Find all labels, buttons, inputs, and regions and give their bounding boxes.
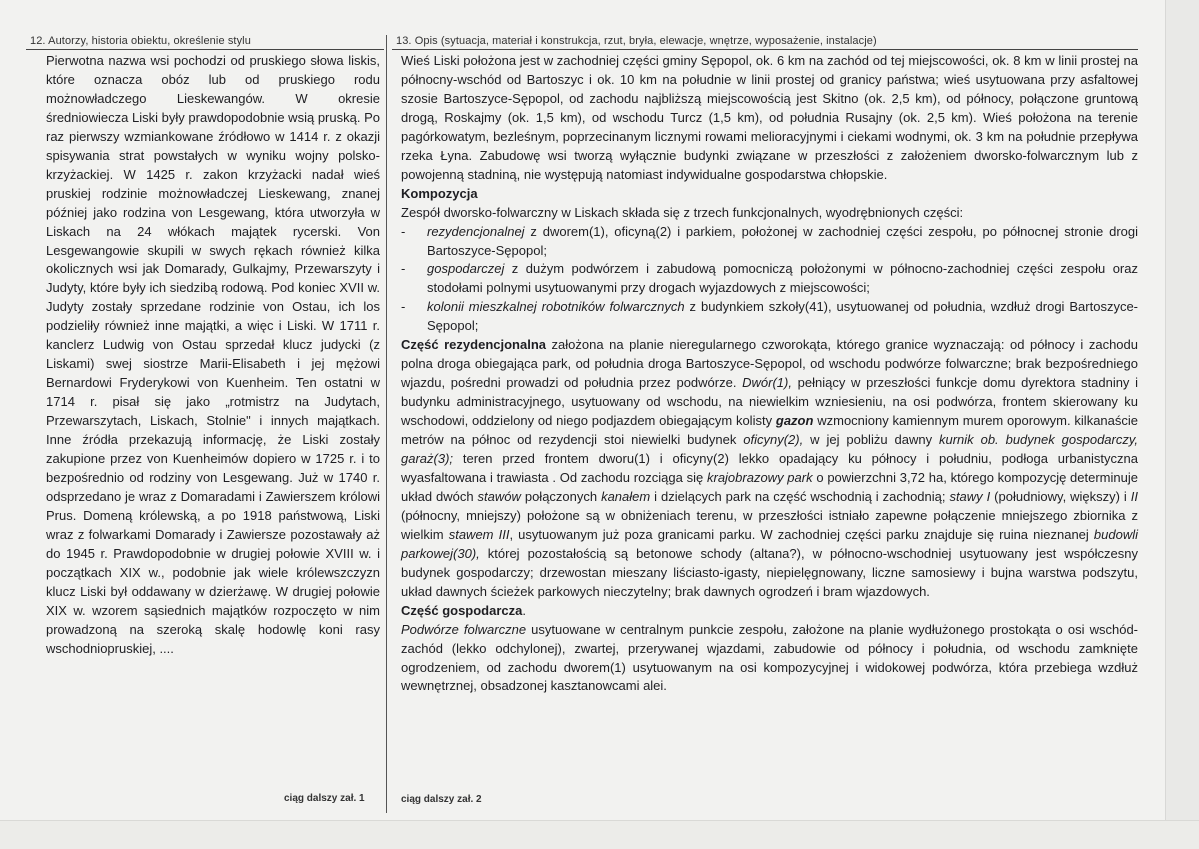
farm-part-paragraph: Podwórze folwarczne usytuowane w centralnym punkcie zespołu, założone na planie wydłużonego prostokąta o osi wschód-zachód (lekko odchylonej), zwartej, przerywanej wjazdami, zabudowie od północy i południa, od wschodu zamknięte ogrodzeniem, od zachodu dworem(1) usytuowanym na osi kompozycyjnej i widokowej podwórza, która przebiega wzdłuż wewnętrznej, obsadzonej kasztanowcami alei. [401, 621, 1138, 694]
column-divider [386, 35, 387, 813]
page-edge-strip [1165, 0, 1199, 848]
section-13-header: 13. Opis (sytuacja, materiał i konstrukcja, rzut, bryła, elewacje, wnętrze, wyposażenie, instalacje) [392, 35, 1138, 50]
heading-czesc-gospodarcza: Część gospodarcza. [401, 602, 526, 618]
list-item: - kolonii mieszkalnej robotników folwarcznych z budynkiem szkoły(41), usytuowanej od południa, wzdłuż drogi Bartoszyce-Sępopol; [401, 299, 1139, 334]
residential-part-paragraph: Część rezydencjonalna założona na planie nieregularnego czworokąta, którego granice wyznaczają: od północy i zachodu polna droga obiegająca park, od południa droga Bartoszyce-Sępopol, od wschodu podwórze folwarczne; brak bezpośredniego wjazdu, pośredni prowadzi od południa przez podwórze. Dwór(1), pełniący w przeszłości funkcje domu dyrektora stadniny i budynku administracyjnego, usytuowany od wschodu, na niewielkim wzniesieniu, na osi podwórza, frontem skierowany ku wschodowi, oddzielony od niego podjazdem obiegającym kolisty gazon wzmocniony kamiennym murem oporowym. kilkanaście metrów na północ od rezydencji stoi niewielki budynek oficyny(2), w jej pobliżu dawny kurnik ob. budynek gospodarczy, garaż(3); teren przed frontem dworu(1) i oficyny(2) lekko opadający ku północy i południu, podłoga urbanistyczna wyasfaltowana i trawiasta . Od zachodu rozciąga się krajobrazowy park o powierzchni 3,72 ha, którego kompozycję determinuje układ dwóch stawów połączonych kanałem i dzielących park na część wschodnią i zachodnią; stawy I (południowy, większy) i II (północny, mniejszy) położone są w obniżeniach terenu, w przeszłości istniało zapewne połączenie mniejszego zbiornika z wielkim stawem III, usytuowanym już poza granicami parku. W zachodniej części parku znajduje się ruina nieznanej budowli parkowej(30), której pozostałością są betonowe schody (altana?), w północno-wschodniej usytuowany jest współczesny budynek gospodarczy; drzewostan mieszany liściasto-igasty, niepielęgnowany, liczne samosiewy i bujna warstwa podszytu, układ dawnych ścieżek parkowych nieczytelny; brak dawnych ogrodzeń i bram wjazdowych. [401, 337, 1139, 599]
continued-note-left: ciąg dalszy zał. 1 [284, 793, 365, 804]
description-column [392, 35, 1138, 696]
description-text [392, 50, 1138, 696]
heading-kompozycja: Kompozycja [401, 185, 478, 201]
history-column [26, 35, 384, 659]
list-item: - gospodarczej z dużym podwórzem i zabudową pomocniczą położonymi w północno-zachodniej części zespołu oraz stodołami polnymi usytuowanymi przy drogach wyjazdowych z miejscowości; [401, 261, 1138, 296]
list-item: - rezydencjonalnej z dworem(1), oficyną(2) i parkiem, położonej w zachodniej części zespołu, po północnej stronie drogi Bartoszyce-Sępopol; [401, 223, 1138, 258]
section-12-header: 12. Autorzy, historia obiektu, określenie stylu [26, 35, 384, 50]
location-paragraph: Wieś Liski położona jest w zachodniej części gminy Sępopol, ok. 6 km na zachód od tej miejscowości, ok. 8 km w linii prostej na północny-wschód od Bartoszyc i ok. 10 km na południe w linii prostej od granicy państwa; wieś usytuowana przy asfaltowej szosie Bartoszyce-Sępopol, od zachodu najbliższą miejscowością jest Skitno (ok. 2,5 km), od północy, połączone gruntową drogą, Roskajmy (ok. 1,5 km), od wschodu Turcz (1,5 km), od południa Rusajny (ok. 2,5 km). Wieś położona na terenie pagórkowatym, bezleśnym, poprzecinanym licznymi rowami melioracyjnymi i ciekami wodnymi, ok. 3 km na południe przepływa rzeka Łyna. Zabudowę wsi tworzą wyłącznie budynki związane w przeszłości z założeniem dworsko-folwarcznym lub z powojenną stadniną, nie występują natomiast indywidualne gospodarstwa chłopskie. [401, 53, 1138, 182]
page-bottom-strip [0, 820, 1199, 849]
history-paragraph: Pierwotna nazwa wsi pochodzi od pruskiego słowa liskis, które oznacza obóz lub od pruskiego rodu możnowładczego Lieskewangów. W okresie średniowiecza Liski były prawdopodobnie wsią pruską. Po raz pierwszy wzmiankowane źródłowo w 1414 r. z okazji spisywania strat powstałych w wyniku wojny polsko-krzyżackiej. W 1425 r. zakon krzyżacki nadał wieś pruskiej rodzinie możnowładczej Lieskewang, znanej później jako rodzina von Lesgewang, która utworzyła w Liskach na 24 włókach majątek rycerski. Von Lesgewangowie skupili w swych rękach również kilka okolicznych wsi jak Domarady, Gulkajmy, Przewarszyty i Judyty, które były ich siedzibą rodową. Pod koniec XVII w. Judyty zostały sprzedane rodzinie von Ostau, ich los podzieliły również inne majątki, a więc i Liski. W 1711 r. kanclerz Ludwig von Ostau sprzedał klucz judycki (z Liskami) swej siostrze Marii-Elisabeth i jej mężowi Bernardowi Fryderykowi von Kuenheim. Ten ostatni w 1714 r. pisał się jako „rotmistrz na Judytach, Przewarszytach, Liskach, Stolnie" i innych majątkach. Inne źródła przekazują informację, że Liski zostały zakupione przez von Kuenheimów dopiero w 1725 r. i to bezpośrednio od rodziny von Lesgewang. Już w 1740 r. odsprzedano je wraz z Domaradami i Zawierszem królowi Prus. Domeną królewską, a po 1918 państwową, Liski wraz z folwarkami Domarady i Zawiersze pozostawały aż do 1945 r. Prawdopodobnie w drugiej połowie XVIII w. i początkach XIX w., podobnie jak wiele królewszczyzn klucz Liski był oddawany w dzierżawę. W drugiej połowie XIX w. wzorem sąsiednich majątków rozpoczęto w nim prowadzoną na szeroką skalę hodowlę koni rasy wschodniopruskiej, .... [46, 53, 380, 656]
history-text [26, 50, 384, 659]
kompozycja-intro: Zespół dworsko-folwarczny w Liskach składa się z trzech funkcjonalnych, wyodrębnionych części: [401, 204, 964, 220]
continued-note-right: ciąg dalszy zał. 2 [401, 794, 482, 805]
